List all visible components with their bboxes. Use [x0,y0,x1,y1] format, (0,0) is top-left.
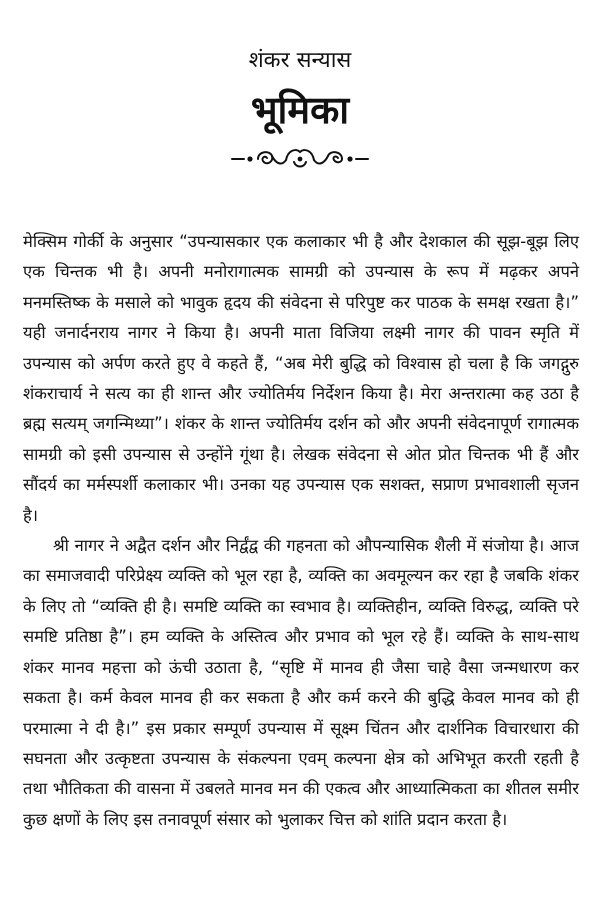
paragraph-2: श्री नागर ने अद्वैत दर्शन और निर्द्वंद्व की गहनता को औपन्यासिक शैली में संजोया है। आज का समाजवादी परिप्रेक्ष्य व्यक्ति को भूल रहा है, व्यक्ति का अवमूल्यन कर रहा है जबकि शंकर के लिए तो “व्यक्ति ही है। समष्टि व्यक्ति का स्वभाव है। व्यक्तिहीन, व्यक्ति विरुद्ध, व्यक्ति परे समष्टि प्रतिष्ठा है”। हम व्यक्ति के अस्तित्व और प्रभाव को भूल रहे हैं। व्यक्ति के साथ-साथ शंकर मानव महत्ता को ऊंची उठाता है, “सृष्टि में मानव ही जैसा चाहे वैसा जन्मधारण कर सकता है। कर्म केवल मानव ही कर सकता है और कर्म करने की बुद्धि केवल मानव को ही परमात्मा ने दी है।” इस प्रकार सम्पूर्ण उपन्यास में सूक्ष्म चिंतन और दार्शनिक विचारधारा की सघनता और उत्कृष्टता उपन्यास के संकल्पना एवम् कल्पना क्षेत्र को अभिभूत करती रहती है तथा भौतिकता की वासना में उबलते मानव मन की एकत्व और आध्यात्मिकता का शीतल समीर कुछ क्षणों के लिए इस तनावपूर्ण संसार को भुलाकर चित्त को शांति प्रदान करता है। [23,536,579,829]
paragraph-1: मेक्सिम गोर्की के अनुसार “उपन्यासकार एक कलाकार भी है और देशकाल की सूझ-बूझ लिए एक चिन्तक भी है। अपनी मनोरागात्मक सामग्री को उपन्यास के रूप में मढ़कर अपने मनमस्तिष्क के मसाले को भावुक हृदय की संवेदना से परिपुष्ट कर पाठक के समक्ष रखता है।” यही जनार्दनराय नागर ने किया है। अपनी माता विजिया लक्ष्मी नागर की पावन स्मृति में उपन्यास को अर्पण करते हुए वे कहते हैं, “अब मेरी बुद्धि को विश्वास हो चला है कि जगद्गुरु शंकराचार्य ने सत्य का ही शान्त और ज्योतिर्मय निर्देशन किया है। मेरा अन्तरात्मा कह उठा है ब्रह्म सत्यम् जगन्मिथ्या”। शंकर के शान्त ज्योतिर्मय दर्शन को और अपनी संवेदनापूर्ण रागात्मक सामग्री को इसी उपन्यास से उन्होंने गूंथा है। लेखक संवेदना से ओत प्रोत चिन्तक भी हैं और सौंदर्य का मर्मस्पर्शी कलाकार भी। उनका यह उपन्यास एक सशक्त, सप्राण प्रभावशाली सृजन है। [23,232,579,525]
body-text [23,227,579,835]
chapter-title: भूमिका [250,88,350,132]
book-title: शंकर सन्यास [248,48,352,73]
decorative-flourish-icon [230,142,370,174]
